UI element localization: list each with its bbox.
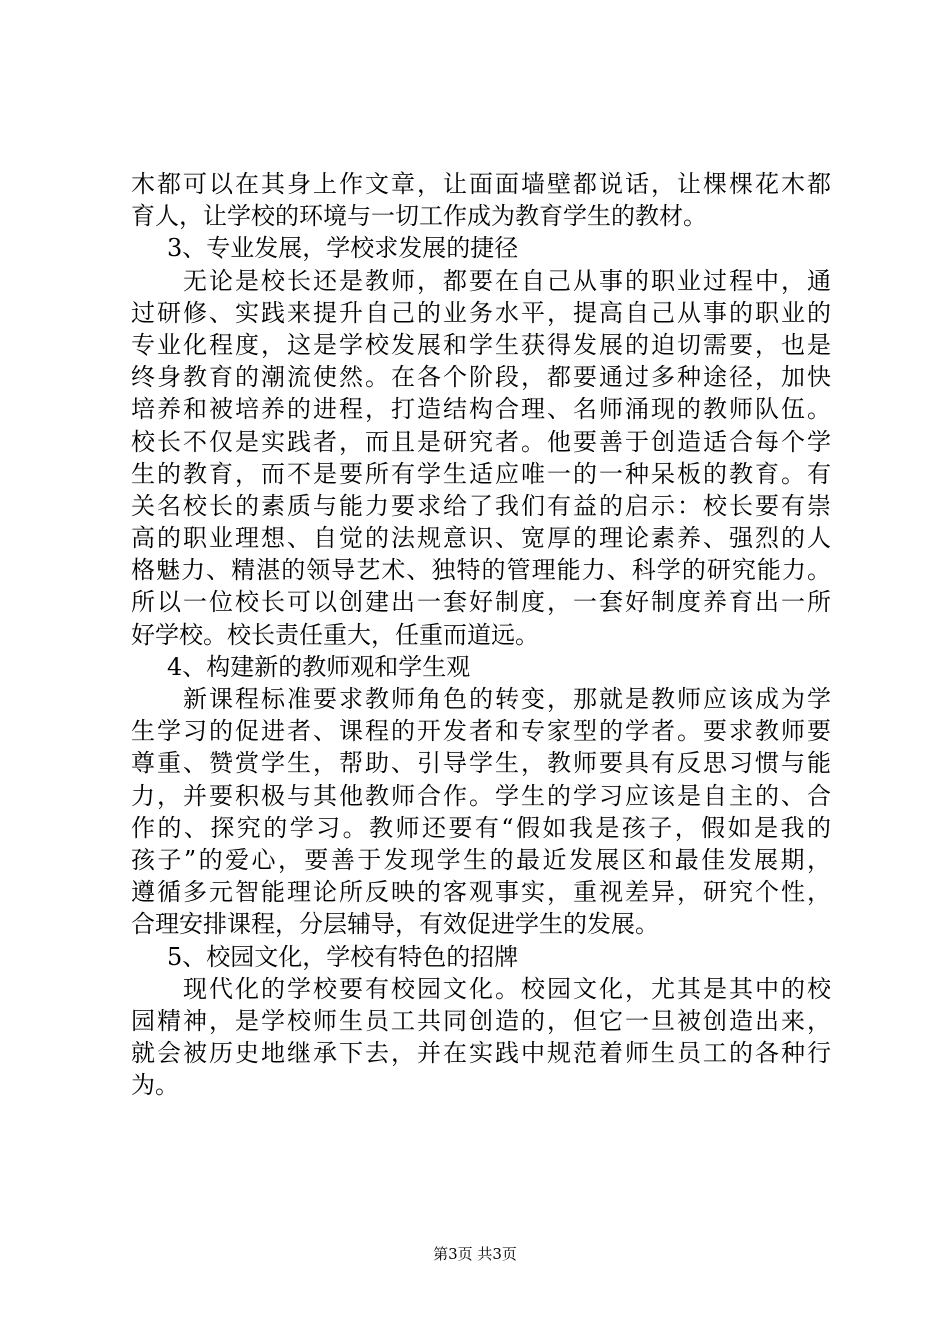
body-text-line: 孩子”的爱心，要善于发现学生的最近发展区和最佳发展期， (131, 845, 831, 874)
body-text-line: 培养和被培养的进程，打造结构合理、名师涌现的教师队伍。 (131, 395, 831, 424)
body-text-line: 过研修、实践来提升自己的业务水平，提高自己从事的职业的 (131, 298, 831, 327)
body-text-line: 关名校长的素质与能力要求给了我们有益的启示：校长要有崇 (131, 491, 831, 520)
body-text-line: 作的、探究的学习。教师还要有“假如我是孩子，假如是我的 (131, 813, 831, 842)
paragraph-last-line: 合理安排课程，分层辅导，有效促进学生的发展。 (131, 910, 659, 939)
body-text-line: 生的教育，而不是要所有学生适应唯一的一种呆板的教育。有 (131, 459, 831, 488)
paragraph-last-line: 育人，让学校的环境与一切工作成为教育学生的教材。 (131, 202, 707, 231)
document-body (131, 168, 831, 1101)
paragraph-first-line: 现代化的学校要有校园文化。校园文化，尤其是其中的校 (183, 974, 831, 1003)
paragraph-first-line: 新课程标准要求教师角色的转变，那就是教师应该成为学 (183, 685, 831, 713)
page-footer: 第3页 共3页 (433, 1245, 517, 1263)
paragraph-last-line: 为。 (131, 1071, 179, 1100)
section-heading: 4、构建新的教师观和学生观 (167, 652, 471, 681)
body-text-line: 木都可以在其身上作文章，让面面墙壁都说话，让棵棵花木都 (131, 170, 831, 198)
paragraph-last-line: 好学校。校长责任重大，任重而道远。 (131, 620, 539, 649)
section-heading: 5、校园文化，学校有特色的招牌 (167, 942, 519, 971)
body-text-line: 力，并要积极与其他教师合作。学生的学习应该是自主的、合 (131, 781, 831, 810)
body-text-line: 格魅力、精湛的领导艺术、独特的管理能力、科学的研究能力。 (131, 556, 831, 585)
body-text-line: 校长不仅是实践者，而且是研究者。他要善于创造适合每个学 (131, 427, 831, 456)
paragraph-first-line: 无论是校长还是教师，都要在自己从事的职业过程中，通 (183, 266, 831, 295)
body-text-line: 终身教育的潮流使然。在各个阶段，都要通过多种途径，加快 (131, 363, 831, 392)
body-text-line: 就会被历史地继承下去，并在实践中规范着师生员工的各种行 (131, 1039, 831, 1068)
body-text-line: 生学习的促进者、课程的开发者和专家型的学者。要求教师要 (131, 717, 831, 746)
body-text-line: 尊重、赞赏学生，帮助、引导学生，教师要具有反思习惯与能 (131, 749, 831, 778)
body-text-line: 所以一位校长可以创建出一套好制度，一套好制度养育出一所 (131, 588, 831, 617)
body-text-line: 园精神，是学校师生员工共同创造的，但它一旦被创造出来， (131, 1006, 831, 1035)
body-text-line: 专业化程度，这是学校发展和学生获得发展的迫切需要，也是 (131, 330, 831, 359)
body-text-line: 遵循多元智能理论所反映的客观事实，重视差异，研究个性， (131, 878, 831, 907)
body-text-line: 高的职业理想、自觉的法规意识、宽厚的理论素养、强烈的人 (131, 524, 831, 553)
section-heading: 3、专业发展，学校求发展的捷径 (167, 234, 519, 263)
